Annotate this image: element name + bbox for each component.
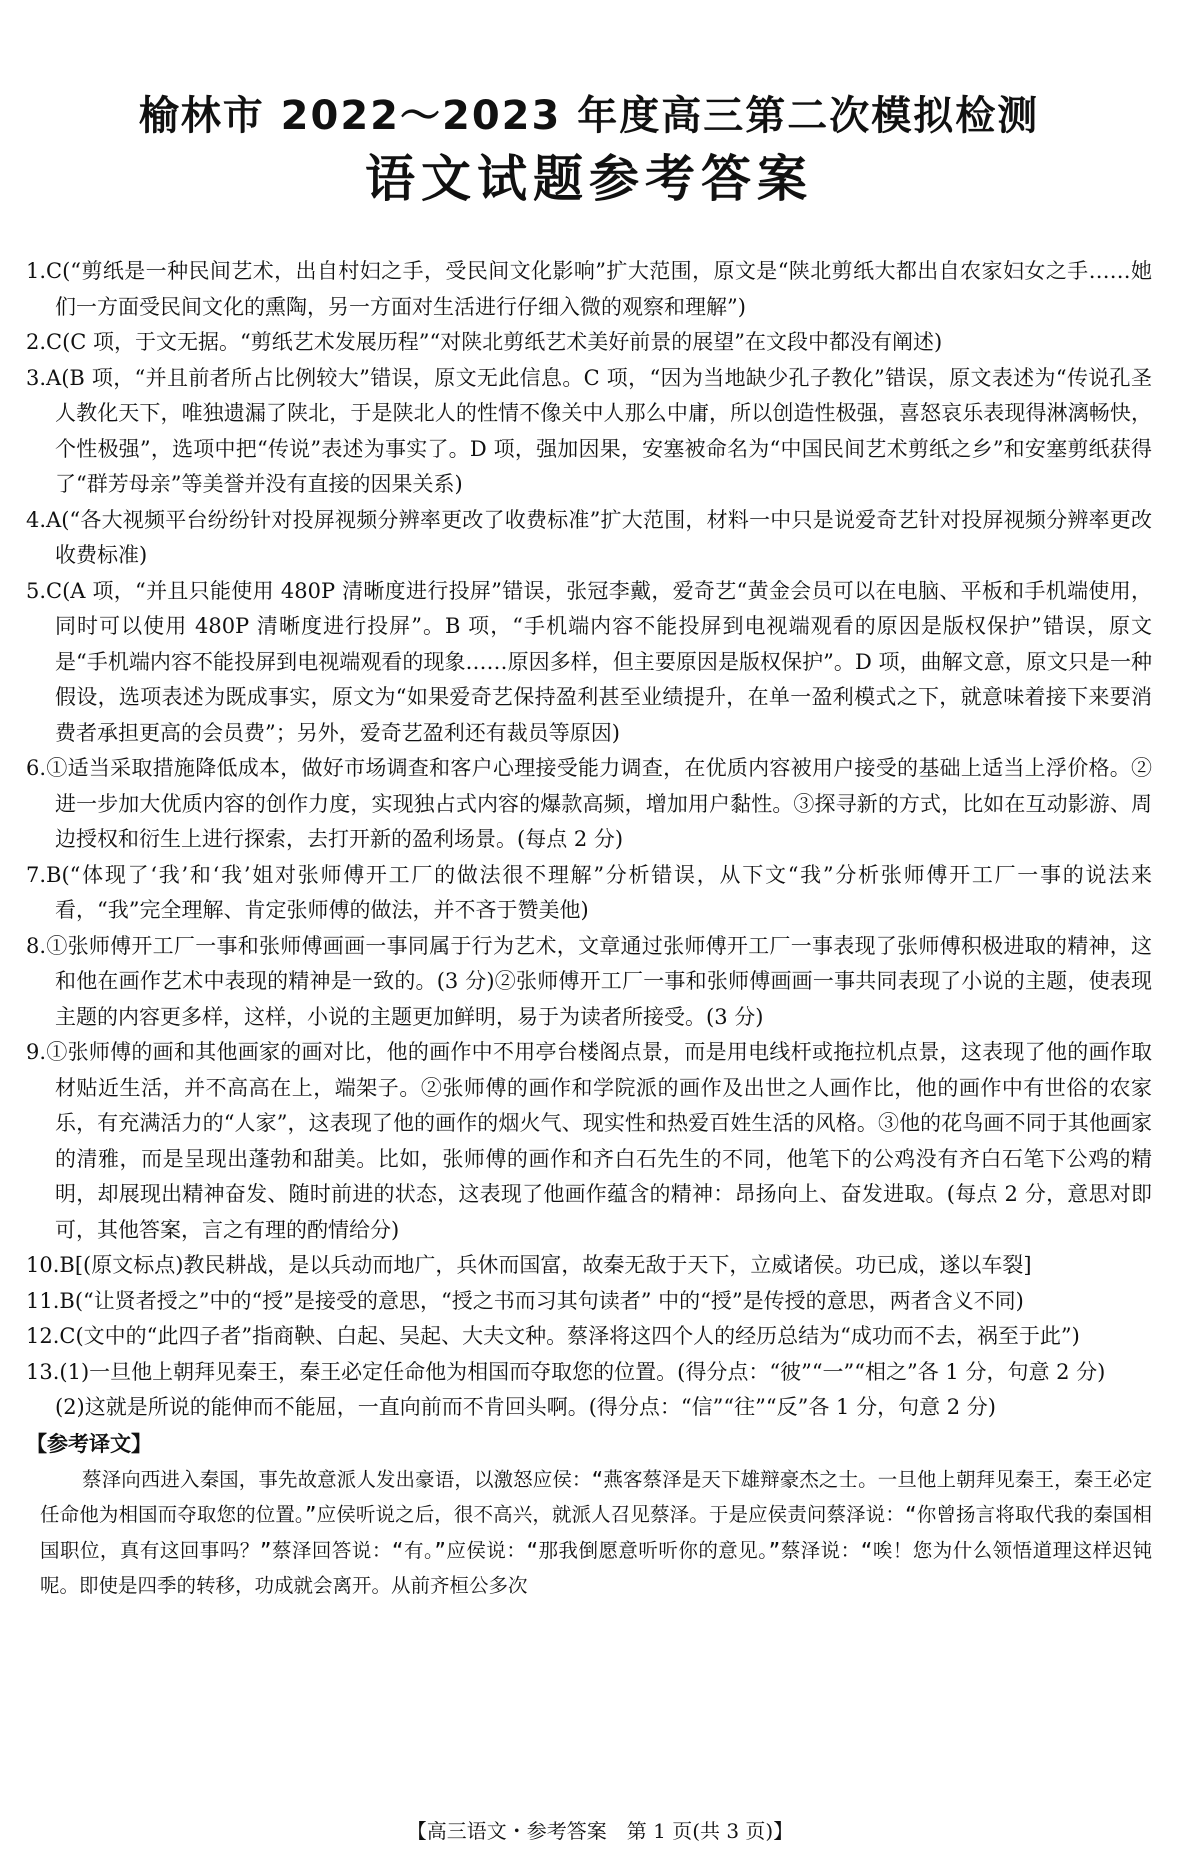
answer-text: ①张师傅开工厂一事和张师傅画画一事同属于行为艺术，文章通过张师傅开工厂一事表现了张师傅积极进取的精神，这和他在画作艺术中表现的精神是一致的。(3 分)②张师傅开工厂一事和张师傅画画一事共同表现了小说的主题，使表现主题的内容更多样，这样，小说的主题更加鲜明，易于为读者所接受。(3 分)	[46, 933, 1152, 1029]
answer-text: B(“体现了‘我’和‘我’姐对张师傅开工厂的做法很不理解”分析错误，从下文“我”分析张师傅开工厂一事的说法来看，“我”完全理解、肯定张师傅的做法，并不吝于赞美他)	[46, 862, 1152, 922]
answer-number: 13.	[26, 1359, 60, 1384]
answer-number: 4.	[26, 507, 47, 532]
answer-number: 8.	[26, 933, 47, 958]
answer-text: C(文中的“此四子者”指商鞅、白起、吴起、大夫文种。蔡泽将这四个人的经历总结为“成功而不去，祸至于此”)	[59, 1324, 1080, 1348]
answer-item-13-part-2: (2)这就是所说的能伸而不能屈，一直向前而不肯回头啊。(得分点：“信”“往”“反”各 1 分，句意 2 分)	[55, 1395, 996, 1419]
answer-text: A(“各大视频平台纷纷针对投屏视频分辨率更改了收费标准”扩大范围，材料一中只是说爱奇艺针对投屏视频分辨率更改收费标准)	[46, 507, 1152, 567]
answer-item-12	[26, 1319, 1152, 1355]
answer-number: 10.	[26, 1253, 60, 1277]
answer-number: 3.	[26, 365, 47, 390]
translation-heading: 【参考译文】	[26, 1431, 152, 1456]
answer-text: C(“剪纸是一种民间艺术，出自村妇之手，受民间文化影响”扩大范围，原文是“陕北剪纸大都出自农家妇女之手……她们一方面受民间文化的熏陶，另一方面对生活进行仔细入微的观察和理解”)	[46, 259, 1152, 319]
answer-number: 6.	[26, 756, 47, 780]
answer-number: 7.	[26, 862, 47, 887]
answer-item-3	[26, 361, 1152, 503]
answer-text: B[(原文标点)教民耕战，是以兵动而地广，兵休而国富，故秦无敌于天下，立威诸侯。功已成，遂以车裂]	[59, 1253, 1032, 1277]
answer-item-2	[26, 325, 1152, 361]
answer-number: 9.	[26, 1040, 47, 1064]
answer-text: C(C 项，于文无据。“剪纸艺术发展历程”“对陕北剪纸艺术美好前景的展望”在文段中都没有阐述)	[46, 330, 943, 354]
translation-text: 蔡泽向西进入秦国，事先故意派人发出豪语，以激怒应侯：“燕客蔡泽是天下雄辩豪杰之士。一旦他上朝拜见秦王，秦王必定任命他为相国而夺取您的位置。”应侯听说之后，很不高兴，就派人召见蔡泽。于是应侯责问蔡泽说：“你曾扬言将取代我的秦国相国职位，真有这回事吗？”蔡泽回答说：“有。”应侯说：“那我倒愿意听听你的意见。”蔡泽说：“唉！您为什么领悟道理这样迟钝呢。即使是四季的转移，功成就会离开。从前齐桓公多次	[40, 1467, 1152, 1597]
answer-number: 12.	[26, 1324, 60, 1348]
page-footer: 【高三语文・参考答案 第 1 页(共 3 页)】	[406, 1819, 794, 1843]
answer-item-8	[26, 929, 1152, 1036]
answer-item-7	[26, 858, 1152, 929]
answer-number: 2.	[26, 330, 47, 354]
page-subtitle: 语文试题参考答案	[365, 150, 813, 208]
answer-text: ①张师傅的画和其他画家的画对比，他的画作中不用亭台楼阁点景，而是用电线杆或拖拉机点景，这表现了他的画作取材贴近生活，并不高高在上，端架子。②张师傅的画作和学院派的画作及出世之人画作比，他的画作中有世俗的农家乐，有充满活力的“人家”，这表现了他的画作的烟火气、现实性和热爱百姓生活的风格。③他的花鸟画不同于其他画家的清雅，而是呈现出蓬勃和甜美。比如，张师傅的画作和齐白石先生的不同，他笔下的公鸡没有齐白石笔下公鸡的精明，却展现出精神奋发、随时前进的状态，这表现了他画作蕴含的精神：昂扬向上、奋发进取。(每点 2 分，意思对即可，其他答案，言之有理的酌情给分)	[46, 1040, 1152, 1242]
answer-text: (1)一旦他上朝拜见秦王，秦王必定任命他为相国而夺取您的位置。(得分点：“彼”“一”“相之”各 1 分，句意 2 分)	[59, 1359, 1106, 1384]
answer-number: 11.	[26, 1288, 60, 1313]
answer-item-6	[26, 751, 1152, 858]
answer-item-5	[26, 574, 1152, 752]
answer-item-10	[26, 1248, 1152, 1284]
answer-text: C(A 项，“并且只能使用 480P 清晰度进行投屏”错误，张冠李戴，爱奇艺“黄金会员可以在电脑、平板和手机端使用，同时可以使用 480P 清晰度进行投屏”。B 项，“手机端内容不能投屏到电视端观看的原因是版权保护”错误，原文是“手机端内容不能投屏到电视端观看的现象……原因多样，但主要原因是版权保护”。D 项，曲解文意，原文只是一种假设，选项表述为既成事实，原文为“如果爱奇艺保持盈利甚至业绩提升，在单一盈利模式之下，就意味着接下来要消费者承担更高的会员费”；另外，爱奇艺盈利还有裁员等原因)	[46, 578, 1152, 745]
answer-list	[26, 254, 1152, 1426]
answer-text: A(B 项，“并且前者所占比例较大”错误，原文无此信息。C 项，“因为当地缺少孔子教化”错误，原文表述为“传说孔圣人教化天下，唯独遗漏了陕北，于是陕北人的性情不像关中人那么中庸，所以创造性极强，喜怒哀乐表现得淋漓畅快，个性极强”，选项中把“传说”表述为事实了。D 项，强加因果，安塞被命名为“中国民间艺术剪纸之乡”和安塞剪纸获得了“群芳母亲”等美誉并没有直接的因果关系)	[46, 365, 1152, 496]
page-title: 榆林市 2022～2023 年度高三第二次模拟检测	[138, 93, 1040, 139]
answer-number: 1.	[26, 259, 47, 283]
answer-item-9	[26, 1035, 1152, 1248]
answer-number: 5.	[26, 578, 47, 603]
answer-text: B(“让贤者授之”中的“授”是接受的意思，“授之书而习其句读者” 中的“授”是传授的意思，两者含义不同)	[59, 1288, 1024, 1313]
answer-item-11	[26, 1284, 1152, 1320]
answer-item-4	[26, 503, 1152, 574]
answer-text: ①适当采取措施降低成本，做好市场调查和客户心理接受能力调查，在优质内容被用户接受的基础上适当上浮价格。②进一步加大优质内容的创作力度，实现独占式内容的爆款高频，增加用户黏性。③探寻新的方式，比如在互动影游、周边授权和衍生上进行探索，去打开新的盈利场景。(每点 2 分)	[46, 756, 1152, 851]
answer-item-1	[26, 254, 1152, 325]
answer-item-13	[26, 1355, 1152, 1391]
